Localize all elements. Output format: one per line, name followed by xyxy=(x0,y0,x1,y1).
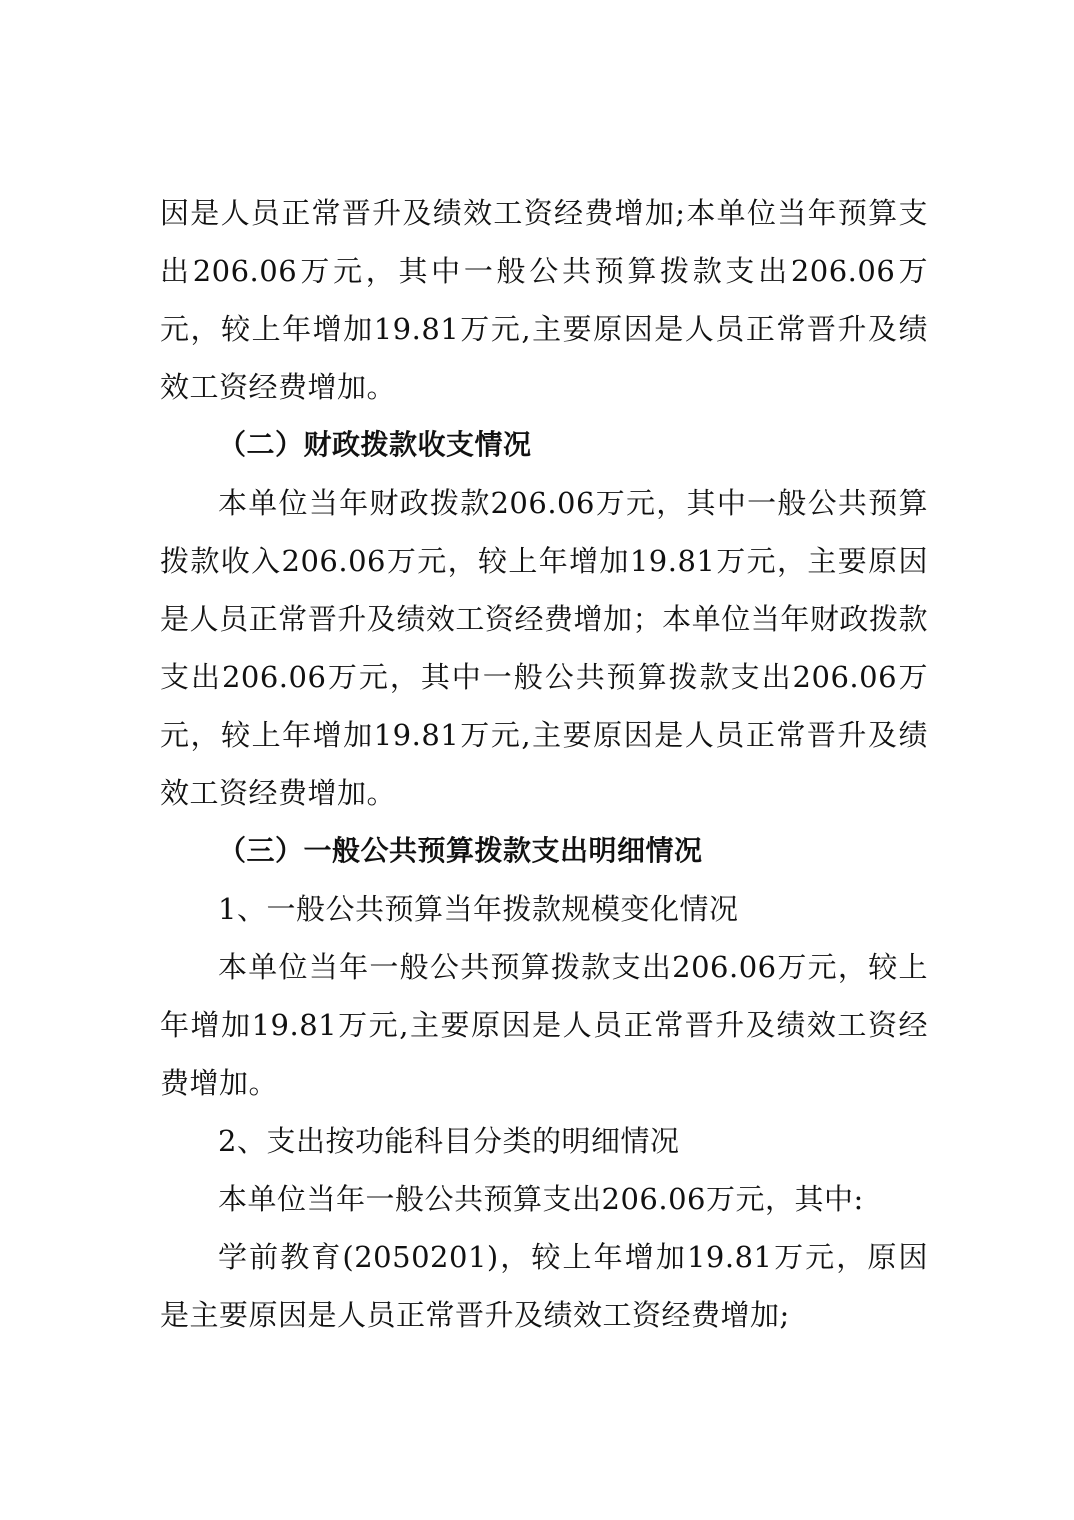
paragraph-preschool-education: 学前教育(2050201)，较上年增加19.81万元，原因是主要原因是人员正常晋升及绩效工资经费增加; xyxy=(160,1240,928,1332)
subheading-scale-change: 1、一般公共预算当年拨款规模变化情况 xyxy=(218,892,739,926)
section-heading-general-budget-detail: （三）一般公共预算拨款支出明细情况 xyxy=(218,834,703,867)
section-heading-fiscal-appropriation: （二）财政拨款收支情况 xyxy=(218,428,532,461)
paragraph-fiscal-appropriation: 本单位当年财政拨款206.06万元，其中一般公共预算拨款收入206.06万元，较上年增加19.81万元，主要原因是人员正常晋升及绩效工资经费增加；本单位当年财政拨款支出206.06万元，其中一般公共预算拨款支出206.06万元，较上年增加19.81万元,主要原因是人员正常晋升及绩效工资经费增加。 xyxy=(160,486,928,810)
paragraph-scale-change: 本单位当年一般公共预算拨款支出206.06万元，较上年增加19.81万元,主要原因是人员正常晋升及绩效工资经费增加。 xyxy=(160,950,928,1100)
document-body xyxy=(160,184,928,1344)
paragraph-general-budget-total: 本单位当年一般公共预算支出206.06万元，其中: xyxy=(218,1182,864,1216)
paragraph-continuation: 因是人员正常晋升及绩效工资经费增加;本单位当年预算支出206.06万元，其中一般公共预算拨款支出206.06万元，较上年增加19.81万元,主要原因是人员正常晋升及绩效工资经费增加。 xyxy=(160,196,928,404)
subheading-functional-classification: 2、支出按功能科目分类的明细情况 xyxy=(218,1124,680,1158)
